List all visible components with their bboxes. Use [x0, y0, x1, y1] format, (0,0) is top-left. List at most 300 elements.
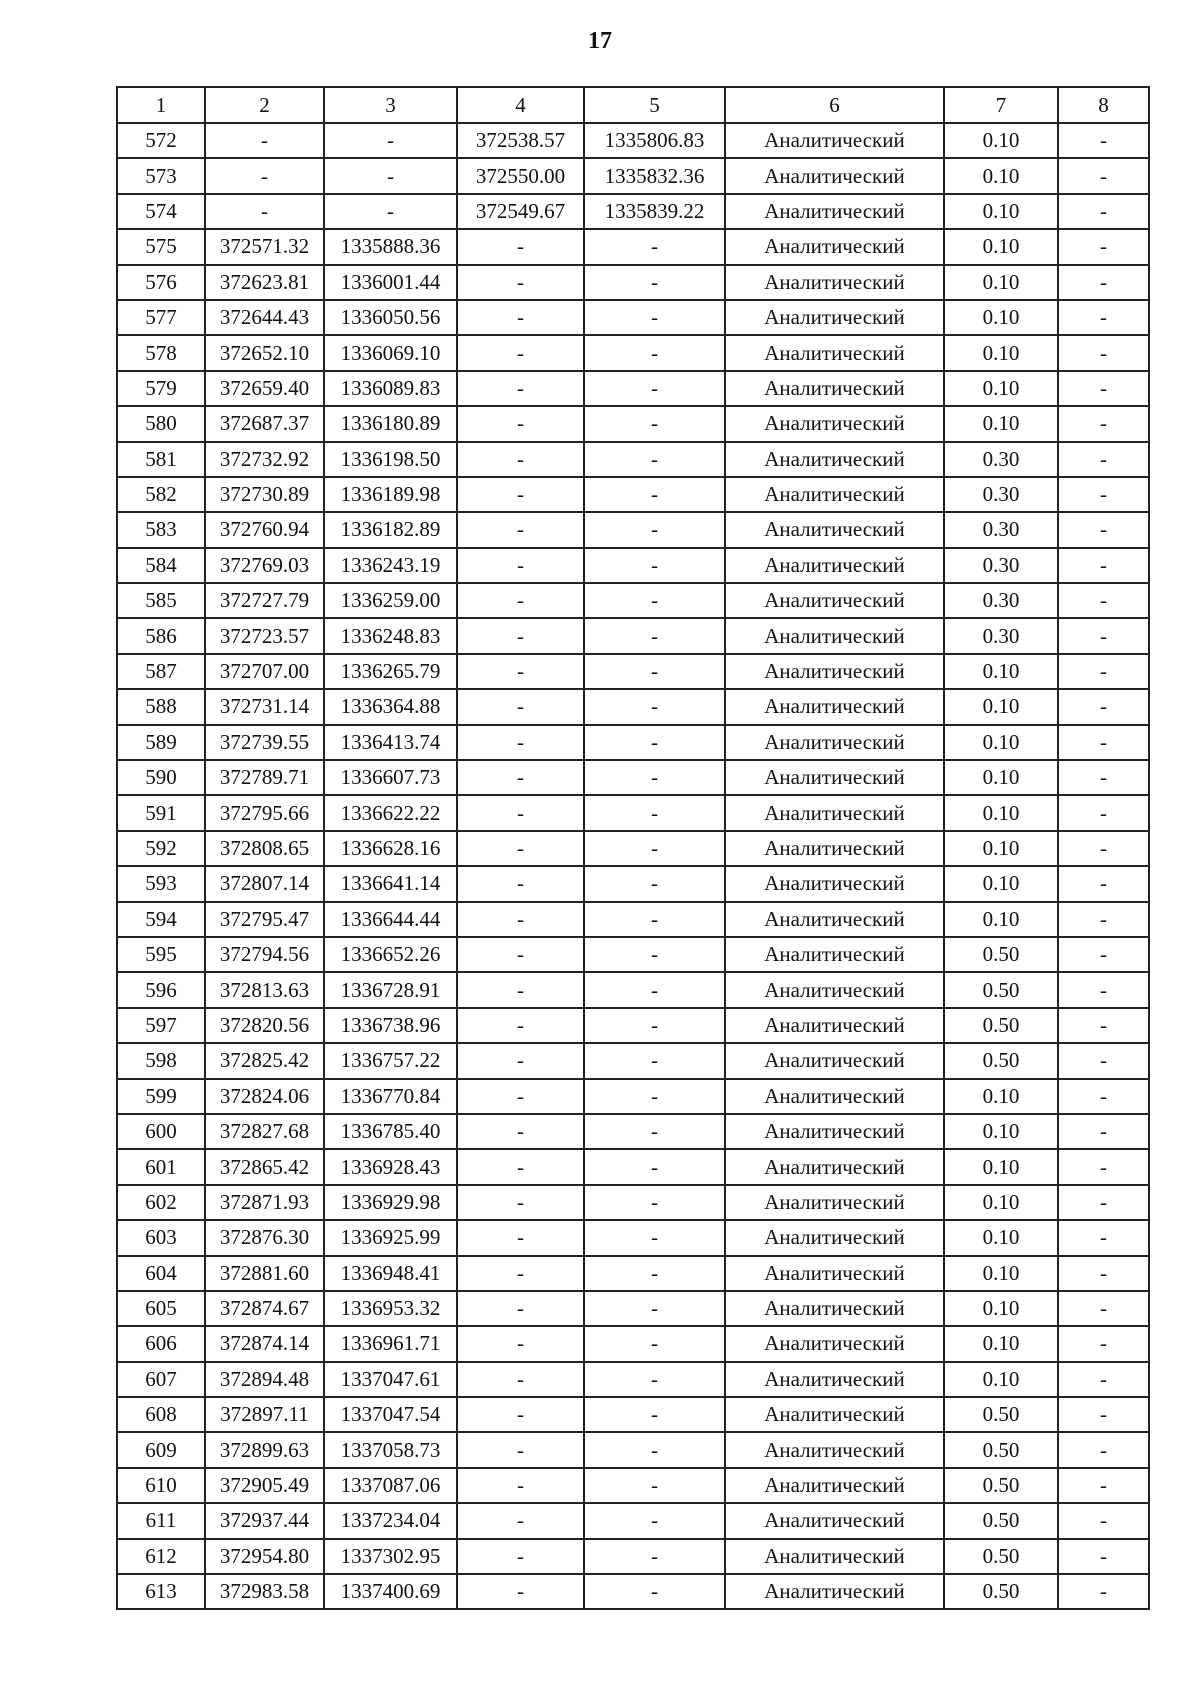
table-cell: 1336265.79: [324, 654, 457, 689]
table-cell: 0.10: [944, 1079, 1058, 1114]
table-cell: 372550.00: [457, 158, 584, 193]
table-row: [117, 194, 1149, 229]
table-cell: 0.50: [944, 1574, 1058, 1609]
table-cell: -: [457, 1043, 584, 1078]
table-cell: 1336757.22: [324, 1043, 457, 1078]
table-cell: -: [584, 1291, 725, 1326]
table-cell: -: [584, 406, 725, 441]
table-cell: 1336089.83: [324, 371, 457, 406]
table-cell: 0.50: [944, 937, 1058, 972]
column-header: 4: [457, 87, 584, 123]
table-cell: Аналитический: [725, 512, 944, 547]
table-cell: -: [584, 548, 725, 583]
table-cell: 372881.60: [205, 1256, 324, 1291]
table-cell: 372732.92: [205, 442, 324, 477]
table-row: [117, 831, 1149, 866]
table-cell: 0.30: [944, 618, 1058, 653]
table-cell: Аналитический: [725, 689, 944, 724]
table-cell: 372824.06: [205, 1079, 324, 1114]
table-row: [117, 477, 1149, 512]
table-cell: Аналитический: [725, 442, 944, 477]
table-cell: -: [584, 512, 725, 547]
table-cell: 0.10: [944, 1362, 1058, 1397]
table-cell: Аналитический: [725, 618, 944, 653]
table-cell: -: [1058, 229, 1149, 264]
table-cell: -: [1058, 406, 1149, 441]
table-cell: 1336182.89: [324, 512, 457, 547]
table-cell: -: [1058, 300, 1149, 335]
table-cell: -: [457, 1114, 584, 1149]
table-cell: -: [584, 831, 725, 866]
table-cell: -: [1058, 618, 1149, 653]
table-cell: -: [1058, 583, 1149, 618]
table-cell: -: [324, 158, 457, 193]
table-cell: 0.10: [944, 831, 1058, 866]
table-cell: 0.10: [944, 689, 1058, 724]
table-cell: 603: [117, 1220, 205, 1255]
table-cell: 372571.32: [205, 229, 324, 264]
table-row: [117, 725, 1149, 760]
table-cell: -: [457, 1362, 584, 1397]
table-cell: -: [457, 1539, 584, 1574]
header-row: [117, 87, 1149, 123]
table-cell: -: [457, 689, 584, 724]
table-cell: 372659.40: [205, 371, 324, 406]
table-cell: 605: [117, 1291, 205, 1326]
table-cell: -: [584, 1574, 725, 1609]
table-cell: -: [1058, 866, 1149, 901]
table-cell: 1336953.32: [324, 1291, 457, 1326]
table-cell: Аналитический: [725, 300, 944, 335]
table-cell: 372623.81: [205, 265, 324, 300]
table-cell: 372899.63: [205, 1432, 324, 1467]
table-cell: Аналитический: [725, 406, 944, 441]
table-cell: 0.10: [944, 654, 1058, 689]
table-row: [117, 229, 1149, 264]
table-cell: -: [1058, 1114, 1149, 1149]
table-cell: -: [1058, 1539, 1149, 1574]
table-cell: 372549.67: [457, 194, 584, 229]
table-cell: -: [584, 1220, 725, 1255]
table-cell: 1336050.56: [324, 300, 457, 335]
table-cell: 0.30: [944, 512, 1058, 547]
table-cell: -: [1058, 937, 1149, 972]
table-cell: Аналитический: [725, 1043, 944, 1078]
table-cell: -: [457, 866, 584, 901]
table-row: [117, 618, 1149, 653]
table-cell: Аналитический: [725, 265, 944, 300]
table-cell: 1335806.83: [584, 123, 725, 158]
table-cell: -: [457, 618, 584, 653]
table-cell: 0.50: [944, 1468, 1058, 1503]
table-cell: 372723.57: [205, 618, 324, 653]
table-cell: 613: [117, 1574, 205, 1609]
table-cell: 582: [117, 477, 205, 512]
table-cell: 372652.10: [205, 335, 324, 370]
table-cell: -: [457, 442, 584, 477]
table-row: [117, 1043, 1149, 1078]
table-row: [117, 371, 1149, 406]
table-cell: 0.50: [944, 1539, 1058, 1574]
table-cell: 372807.14: [205, 866, 324, 901]
table-cell: 0.50: [944, 1432, 1058, 1467]
table-cell: 0.10: [944, 158, 1058, 193]
table-row: [117, 1362, 1149, 1397]
table-cell: 372795.66: [205, 795, 324, 830]
table-cell: 590: [117, 760, 205, 795]
table-cell: -: [457, 831, 584, 866]
column-header: 3: [324, 87, 457, 123]
table-cell: 372769.03: [205, 548, 324, 583]
table-cell: -: [1058, 1432, 1149, 1467]
table-cell: 372795.47: [205, 902, 324, 937]
table-row: [117, 1503, 1149, 1538]
table-cell: 372983.58: [205, 1574, 324, 1609]
table-cell: 0.10: [944, 866, 1058, 901]
table-cell: -: [457, 1468, 584, 1503]
table-cell: -: [584, 442, 725, 477]
table-cell: -: [584, 1397, 725, 1432]
coordinates-table: [116, 86, 1150, 1610]
table-cell: 372874.67: [205, 1291, 324, 1326]
table-cell: 372813.63: [205, 972, 324, 1007]
table-cell: -: [1058, 1326, 1149, 1361]
table-cell: Аналитический: [725, 1114, 944, 1149]
table-cell: -: [457, 760, 584, 795]
table-cell: 608: [117, 1397, 205, 1432]
table-cell: -: [1058, 1149, 1149, 1184]
table-cell: -: [1058, 442, 1149, 477]
table-cell: 0.10: [944, 1114, 1058, 1149]
table-cell: 584: [117, 548, 205, 583]
table-cell: -: [1058, 335, 1149, 370]
table-cell: Аналитический: [725, 760, 944, 795]
table-cell: 1336770.84: [324, 1079, 457, 1114]
table-cell: 1336189.98: [324, 477, 457, 512]
table-cell: 372538.57: [457, 123, 584, 158]
table-cell: Аналитический: [725, 1503, 944, 1538]
table-cell: -: [584, 795, 725, 830]
table-row: [117, 1291, 1149, 1326]
table-cell: 1337058.73: [324, 1432, 457, 1467]
table-row: [117, 1185, 1149, 1220]
table-cell: 0.50: [944, 1008, 1058, 1043]
table-cell: -: [584, 335, 725, 370]
table-cell: 1336628.16: [324, 831, 457, 866]
table-cell: 372730.89: [205, 477, 324, 512]
table-cell: Аналитический: [725, 1397, 944, 1432]
table-cell: -: [457, 1326, 584, 1361]
table-cell: -: [1058, 1185, 1149, 1220]
table-cell: Аналитический: [725, 335, 944, 370]
table-cell: 372707.00: [205, 654, 324, 689]
table-row: [117, 1397, 1149, 1432]
table-row: [117, 158, 1149, 193]
table-cell: -: [584, 1432, 725, 1467]
table-cell: -: [1058, 1079, 1149, 1114]
table-row: [117, 1220, 1149, 1255]
table-cell: 1336069.10: [324, 335, 457, 370]
table-cell: 1335888.36: [324, 229, 457, 264]
table-row: [117, 1326, 1149, 1361]
table-cell: 574: [117, 194, 205, 229]
table-cell: -: [457, 1079, 584, 1114]
table-row: [117, 1149, 1149, 1184]
table-row: [117, 335, 1149, 370]
table-cell: -: [457, 1432, 584, 1467]
table-cell: 372865.42: [205, 1149, 324, 1184]
table-cell: 1336925.99: [324, 1220, 457, 1255]
table-cell: 372820.56: [205, 1008, 324, 1043]
table-cell: -: [1058, 1574, 1149, 1609]
table-cell: -: [457, 1008, 584, 1043]
table-cell: 0.10: [944, 725, 1058, 760]
table-row: [117, 1114, 1149, 1149]
table-cell: -: [1058, 831, 1149, 866]
table-cell: 1336928.43: [324, 1149, 457, 1184]
table-cell: Аналитический: [725, 194, 944, 229]
table-cell: 1336259.00: [324, 583, 457, 618]
table-cell: -: [584, 1149, 725, 1184]
table-cell: 1336001.44: [324, 265, 457, 300]
table-cell: 583: [117, 512, 205, 547]
table-cell: 587: [117, 654, 205, 689]
table-cell: 0.10: [944, 760, 1058, 795]
table-cell: 0.10: [944, 335, 1058, 370]
table-cell: 599: [117, 1079, 205, 1114]
table-cell: -: [1058, 477, 1149, 512]
table-cell: 0.50: [944, 1043, 1058, 1078]
table-cell: -: [457, 265, 584, 300]
table-cell: Аналитический: [725, 1008, 944, 1043]
table-cell: -: [584, 1362, 725, 1397]
table-cell: 372905.49: [205, 1468, 324, 1503]
table-cell: -: [1058, 512, 1149, 547]
table-cell: 1336243.19: [324, 548, 457, 583]
table-cell: 606: [117, 1326, 205, 1361]
table-cell: -: [584, 265, 725, 300]
table-cell: 372937.44: [205, 1503, 324, 1538]
table-cell: Аналитический: [725, 831, 944, 866]
table-cell: 0.10: [944, 1185, 1058, 1220]
table-cell: Аналитический: [725, 548, 944, 583]
table-cell: -: [584, 477, 725, 512]
table-cell: 372794.56: [205, 937, 324, 972]
table-cell: -: [457, 1291, 584, 1326]
table-cell: -: [1058, 265, 1149, 300]
table-cell: Аналитический: [725, 972, 944, 1007]
table-cell: 1336180.89: [324, 406, 457, 441]
table-cell: -: [457, 1185, 584, 1220]
table-cell: -: [1058, 1397, 1149, 1432]
table-cell: 0.10: [944, 1256, 1058, 1291]
table-cell: -: [1058, 548, 1149, 583]
column-header: 2: [205, 87, 324, 123]
table-cell: -: [1058, 1043, 1149, 1078]
table-row: [117, 654, 1149, 689]
table-cell: Аналитический: [725, 1185, 944, 1220]
table-cell: -: [457, 795, 584, 830]
table-cell: 578: [117, 335, 205, 370]
table-row: [117, 902, 1149, 937]
table-cell: 609: [117, 1432, 205, 1467]
table-cell: 0.30: [944, 583, 1058, 618]
table-cell: Аналитический: [725, 1079, 944, 1114]
table-cell: 372954.80: [205, 1539, 324, 1574]
table-cell: 604: [117, 1256, 205, 1291]
table-cell: -: [457, 1574, 584, 1609]
table-cell: 1336607.73: [324, 760, 457, 795]
table-cell: -: [457, 512, 584, 547]
table-cell: -: [584, 1079, 725, 1114]
table-cell: Аналитический: [725, 123, 944, 158]
table-cell: Аналитический: [725, 1539, 944, 1574]
table-cell: -: [205, 123, 324, 158]
table-cell: -: [584, 1043, 725, 1078]
table-cell: -: [1058, 1256, 1149, 1291]
table-row: [117, 937, 1149, 972]
table-cell: Аналитический: [725, 229, 944, 264]
table-row: [117, 583, 1149, 618]
table-cell: -: [584, 1326, 725, 1361]
page-number: 17: [588, 28, 612, 54]
table-cell: -: [457, 548, 584, 583]
table-cell: -: [584, 866, 725, 901]
table-cell: 372871.93: [205, 1185, 324, 1220]
table-cell: 1336641.14: [324, 866, 457, 901]
table-cell: Аналитический: [725, 1362, 944, 1397]
table-cell: 595: [117, 937, 205, 972]
table-row: [117, 1574, 1149, 1609]
table-cell: -: [1058, 1008, 1149, 1043]
table-cell: Аналитический: [725, 1291, 944, 1326]
table-cell: Аналитический: [725, 477, 944, 512]
table-cell: Аналитический: [725, 1149, 944, 1184]
table-cell: -: [457, 1397, 584, 1432]
table-cell: 601: [117, 1149, 205, 1184]
table-cell: -: [584, 1539, 725, 1574]
table-cell: Аналитический: [725, 1574, 944, 1609]
table-cell: 588: [117, 689, 205, 724]
table-cell: 0.10: [944, 194, 1058, 229]
table-cell: 0.30: [944, 477, 1058, 512]
table-row: [117, 689, 1149, 724]
table-cell: Аналитический: [725, 937, 944, 972]
table-cell: -: [1058, 1468, 1149, 1503]
table-cell: 573: [117, 158, 205, 193]
table-cell: -: [584, 1256, 725, 1291]
table-cell: -: [1058, 972, 1149, 1007]
table-row: [117, 300, 1149, 335]
table-cell: 591: [117, 795, 205, 830]
table-cell: Аналитический: [725, 1432, 944, 1467]
table-cell: 372731.14: [205, 689, 324, 724]
table-cell: Аналитический: [725, 583, 944, 618]
table-cell: -: [205, 194, 324, 229]
table-cell: 1336413.74: [324, 725, 457, 760]
table-cell: 580: [117, 406, 205, 441]
table-cell: Аналитический: [725, 654, 944, 689]
table-cell: 1336961.71: [324, 1326, 457, 1361]
table-cell: 0.10: [944, 902, 1058, 937]
table-cell: 610: [117, 1468, 205, 1503]
table-cell: 0.10: [944, 371, 1058, 406]
table-row: [117, 1539, 1149, 1574]
table-cell: 602: [117, 1185, 205, 1220]
table-cell: 576: [117, 265, 205, 300]
table-cell: -: [584, 300, 725, 335]
table-cell: Аналитический: [725, 1326, 944, 1361]
table-cell: 577: [117, 300, 205, 335]
table-cell: 597: [117, 1008, 205, 1043]
table-cell: -: [457, 937, 584, 972]
table-cell: -: [584, 618, 725, 653]
table-cell: 1336785.40: [324, 1114, 457, 1149]
table-cell: Аналитический: [725, 725, 944, 760]
table-cell: 0.10: [944, 1326, 1058, 1361]
table-cell: 0.10: [944, 229, 1058, 264]
table-cell: -: [584, 583, 725, 618]
table-cell: -: [457, 1503, 584, 1538]
table-cell: 372876.30: [205, 1220, 324, 1255]
table-row: [117, 123, 1149, 158]
table-cell: -: [457, 1220, 584, 1255]
table-row: [117, 406, 1149, 441]
table-cell: 594: [117, 902, 205, 937]
table-cell: 1336622.22: [324, 795, 457, 830]
table-cell: 1337047.61: [324, 1362, 457, 1397]
table-cell: 372827.68: [205, 1114, 324, 1149]
table-cell: -: [457, 1149, 584, 1184]
table-cell: 607: [117, 1362, 205, 1397]
table-cell: -: [1058, 123, 1149, 158]
table-cell: 1337302.95: [324, 1539, 457, 1574]
table-cell: 0.10: [944, 1220, 1058, 1255]
table-cell: 589: [117, 725, 205, 760]
table-cell: -: [324, 123, 457, 158]
table-row: [117, 1079, 1149, 1114]
table-cell: -: [584, 1468, 725, 1503]
table-cell: 0.10: [944, 123, 1058, 158]
table-cell: -: [584, 654, 725, 689]
table-cell: -: [584, 937, 725, 972]
table-row: [117, 1256, 1149, 1291]
table-cell: 1336364.88: [324, 689, 457, 724]
table-cell: 0.10: [944, 406, 1058, 441]
table-cell: 1337047.54: [324, 1397, 457, 1432]
table-cell: 1336652.26: [324, 937, 457, 972]
table-cell: -: [1058, 1291, 1149, 1326]
table-cell: 579: [117, 371, 205, 406]
table-cell: -: [1058, 902, 1149, 937]
table-row: [117, 972, 1149, 1007]
table-row: [117, 1008, 1149, 1043]
table-cell: 598: [117, 1043, 205, 1078]
table-cell: -: [584, 725, 725, 760]
table-cell: Аналитический: [725, 795, 944, 830]
table-row: [117, 1468, 1149, 1503]
table-cell: -: [1058, 371, 1149, 406]
table-cell: 1336929.98: [324, 1185, 457, 1220]
table-cell: -: [584, 1503, 725, 1538]
table-cell: 1335832.36: [584, 158, 725, 193]
table-cell: 372894.48: [205, 1362, 324, 1397]
table-row: [117, 760, 1149, 795]
table-row: [117, 1432, 1149, 1467]
table-cell: 372789.71: [205, 760, 324, 795]
table-cell: 611: [117, 1503, 205, 1538]
table-cell: -: [1058, 194, 1149, 229]
